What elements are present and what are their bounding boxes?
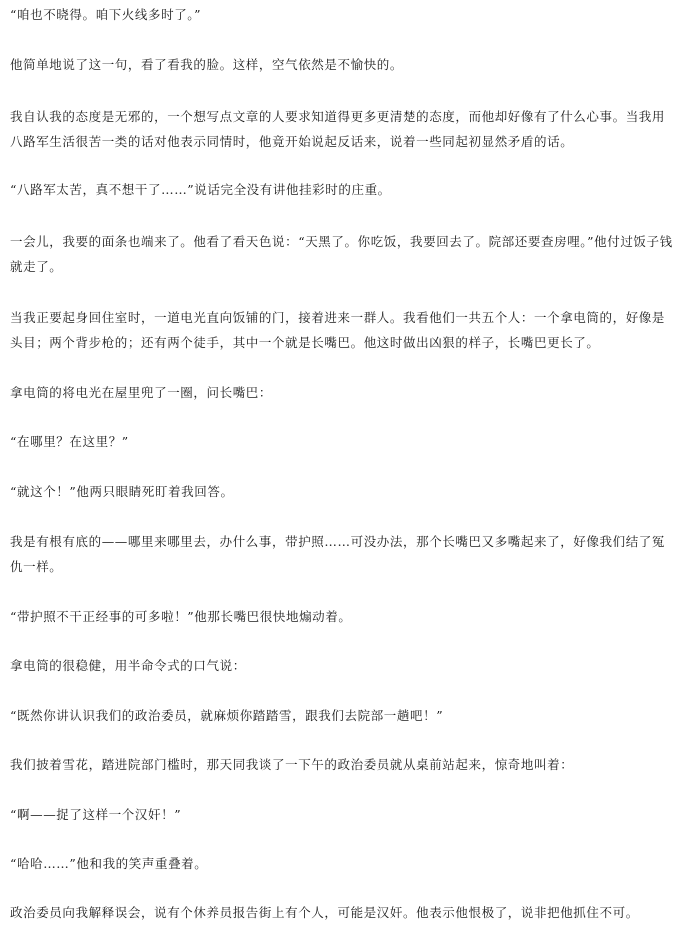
paragraph: 我们披着雪花，踏进院部门槛时，那天同我谈了一下午的政治委员就从桌前站起来，惊奇地叫着： [10,757,574,772]
paragraph: 当我正要起身回住室时，一道电光直向饭铺的门，接着进来一群人。我看他们一共五个人：一个拿电筒的，好像是头目；两个背步枪的；还有两个徒手，其中一个就是长嘴巴。他这时做出凶狠的样子，长嘴巴更长了。 [10,310,666,350]
paragraph: “既然你讲认识我们的政治委员，就麻烦你踏踏雪，跟我们去院部一趟吧！” [10,708,444,723]
paragraph: “带护照不干正经事的可多啦！”他那长嘴巴很快地煽动着。 [10,609,352,624]
paragraph: “哈哈……”他和我的笑声重叠着。 [10,856,208,871]
paragraph: “啊——捉了这样一个汉奸！” [10,807,182,822]
paragraph: 我自认我的态度是无邪的，一个想写点文章的人要求知道得更多更清楚的态度，而他却好像有了什么心事。当我用八路军生活很苦一类的话对他表示同情时，他竟开始说起反话来，说着一些同起初显然矛盾的话。 [10,109,666,149]
paragraph: “就这个！”他两只眼睛死盯着我回答。 [10,484,234,499]
paragraph: “在哪里？在这里？” [10,434,129,449]
paragraph: 拿电筒的将电光在屋里兜了一圈，问长嘴巴： [10,385,273,400]
paragraph: 我是有根有底的——哪里来哪里去，办什么事，带护照……可没办法，那个长嘴巴又多嘴起来了，好像我们结了冤仇一样。 [10,534,666,574]
paragraph: 拿电筒的很稳健，用半命令式的口气说： [10,658,246,673]
paragraph: 一会儿，我要的面条也端来了。他看了看天色说：“天黑了。你吃饭，我要回去了。院部还要查房哩。”他付过饭子钱就走了。 [10,234,673,274]
paragraph: “咱也不晓得。咱下火线多时了。” [10,7,202,22]
paragraph: “八路军太苦，真不想干了……”说话完全没有讲他挂彩时的庄重。 [10,182,391,197]
paragraph: 他简单地说了这一句，看了看我的脸。这样，空气依然是不愉快的。 [10,57,404,72]
paragraph: 政治委员向我解释误会，说有个休养员报告街上有个人，可能是汉奸。他表示他恨极了，说非把他抓住不可。 [10,905,639,920]
